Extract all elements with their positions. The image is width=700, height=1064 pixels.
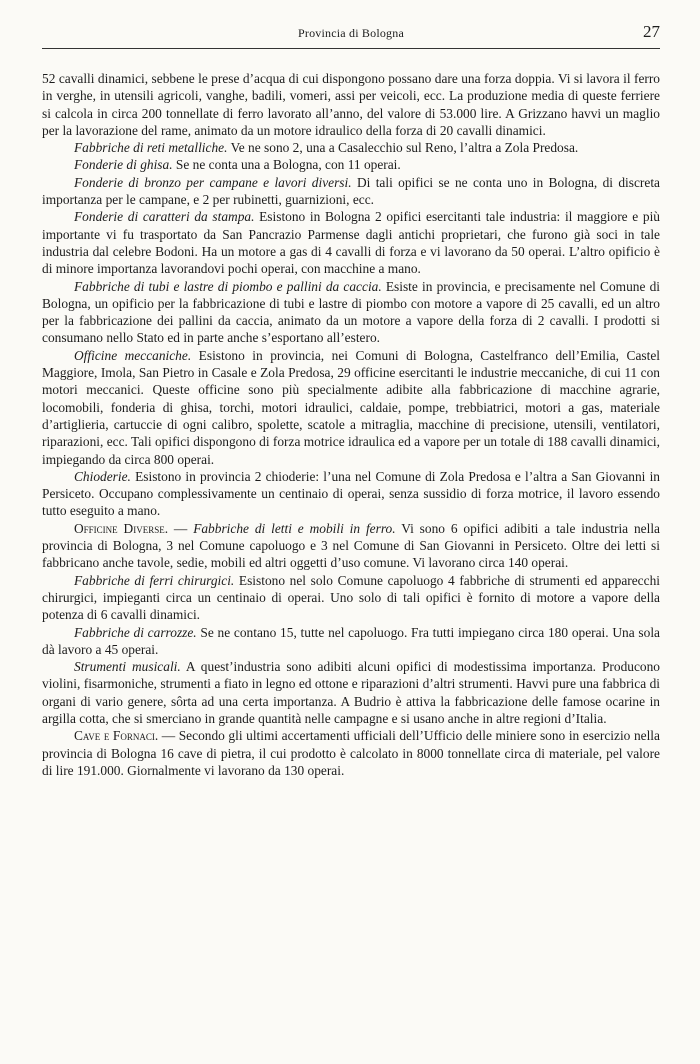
section-lead: Fabbriche di carrozze.	[74, 624, 197, 640]
heading-dash: —	[168, 520, 194, 536]
section-lead: Fonderie di bronzo per campane e lavori diversi.	[74, 174, 352, 190]
paragraph	[42, 727, 660, 779]
header-rule	[42, 48, 660, 49]
section-heading: Officine Diverse.	[74, 520, 169, 536]
paragraph	[42, 468, 660, 520]
paragraph	[42, 174, 660, 209]
paragraph-text: Di tali opifici se ne conta uno in Bologna, di discreta importanza per le campane, e 2 per rubinetti, guarnizioni, ecc.	[42, 174, 660, 208]
paragraph	[42, 572, 660, 624]
section-lead: Fabbriche di reti metalliche.	[74, 140, 228, 156]
paragraph-text: 52 cavalli dinamici, sebbene le prese d’acqua di cui dispongono possano dare una forza doppia. Vi si lavora il ferro in verghe, in utensili agricoli, vanghe, badili, vomeri, assi per veicoli, ecc. La produzione media di queste ferriere si calcola in circa 200 tonnellate di ferro lavorato all’anno, del valore di 53.000 lire. A Grizzano havvi un maglio per la lavorazione del rame, animato da un motore idraulico della forza di 20 cavalli dinamici.	[42, 71, 660, 138]
section-lead: Strumenti musicali.	[74, 659, 181, 675]
header-title: Provincia di Bologna	[298, 26, 404, 40]
paragraph	[42, 70, 660, 139]
paragraph	[42, 208, 660, 277]
running-header	[42, 20, 660, 44]
paragraph-text: Vi sono 6 opifici adibiti a tale industria nella provincia di Bologna, 3 nel Comune capoluogo e 3 nel Comune di San Giovanni in Persiceto. Oltre dei letti si fabbricano anche tavole, sedie, mobili ed altri oggetti d’uso comune. Vi lavorano circa 140 operai.	[42, 520, 661, 571]
page-number: 27	[643, 22, 660, 41]
paragraph-text: Esistono nel solo Comune capoluogo 4 fabbriche di strumenti ed apparecchi chirurgici, impieganti circa un centinaio di operai. Uno solo di tali opifici è fornito di motore a vapore della potenza di 6 cavalli dinamici.	[42, 572, 660, 623]
paragraph	[42, 278, 660, 347]
section-lead: Officine meccaniche.	[74, 347, 192, 363]
paragraph-text: Se ne contano 15, tutte nel capoluogo. Fra tutti impiegano circa 180 operai. Una sola dà lavoro a 45 operai.	[42, 624, 660, 657]
heading-dash: —	[158, 728, 179, 744]
paragraph-text: Esistono in provincia 2 chioderie: l’una nel Comune di Zola Predosa e l’altra a San Giovanni in Persiceto. Occupano complessivamente un centinaio di operai, senza sussidio di forza motrice, il lavoro essendo tutto eseguito a mano.	[42, 468, 660, 519]
paragraph-text: Esistono in Bologna 2 opifici esercitanti tale industria: il maggiore e più importante vi fu trasportato da San Pancrazio Parmense dagli antichi proprietari, che furono già soci in tale industria dal celebre Bodoni. Ha un motore a gas di 4 cavalli di forza e vi lavorano da 50 operai. L’altro opificio è di minore importanza lavorandovi pochi operai, con macchine a mano.	[42, 209, 660, 277]
paragraph-text: A quest’industria sono adibiti alcuni opifici di modestissima importanza. Producono violini, fisarmoniche, strumenti a fiato in legno ed ottone e riparazioni d’altri strumenti. Havvi pure una fabbrica di organi di vario genere, sôrta ad una certa importanza. A Budrio è attiva la fabbricazione delle famose ocarine in argilla cotta, che si smerciano in grande quantità nelle campagne e si usano anche in altre regioni d’Italia.	[42, 659, 660, 726]
paragraph	[42, 156, 660, 173]
section-lead: Fonderie di caratteri da stampa.	[74, 209, 255, 225]
section-lead: Chioderie.	[74, 468, 131, 484]
section-lead: Fabbriche di letti e mobili in ferro.	[193, 520, 396, 536]
paragraph	[42, 139, 660, 156]
paragraph	[42, 658, 660, 727]
paragraph-text: Esiste in provincia, e precisamente nel Comune di Bologna, un opificio per la fabbricazione di tubi e lastre di piombo con motore a vapore di 25 cavalli, ed un altro per la fabbricazione dei pallini da caccia, animato da un motore a vapore della forza di 2 cavalli. I prodotti si consumano nello Stato ed in parte anche s’esportano all’estero.	[42, 278, 660, 346]
section-lead: Fabbriche di tubi e lastre di piombo e pallini da caccia.	[74, 278, 382, 294]
paragraph-text: Esistono in provincia, nei Comuni di Bologna, Castelfranco dell’Emilia, Castel Maggiore, Imola, San Pietro in Casale e Zola Predosa, 29 officine esercitanti le industrie meccaniche, di cui 11 con motori meccanici. Queste officine sono più specialmente adibite alla fabbricazione di macchine agrarie, locomobili, fonderia di ghisa, torchi, motori idraulici, caldaie, pompe, trebbiatrici, motori a gas, materiale d’artiglieria, cartuccie di ogni calibro, spolette, scatole a mitraglia, macchine di precisione, utensili, ventilatori, riparazioni, ecc. Tali opifici dispongono di forza motrice idraulica ed a vapore per un totale di 188 cavalli dinamici, impiegando da circa 800 operai.	[42, 347, 661, 467]
paragraph	[42, 624, 660, 659]
section-lead: Fabbriche di ferri chirurgici.	[74, 572, 235, 588]
section-lead: Fonderie di ghisa.	[74, 157, 173, 173]
paragraph-text: Ve ne sono 2, una a Casalecchio sul Reno, l’altra a Zola Predosa.	[227, 140, 579, 156]
paragraph	[42, 520, 660, 572]
paragraph-text: Se ne conta una a Bologna, con 11 operai.	[172, 157, 401, 173]
body-text	[42, 70, 660, 779]
section-heading: Cave e Fornaci.	[74, 728, 159, 744]
paragraph	[42, 347, 660, 468]
paragraph-text: Secondo gli ultimi accertamenti ufficiali dell’Ufficio delle miniere sono in esercizio nella provincia di Bologna 16 cave di pietra, il cui prodotto è calcolato in 8000 tonnellate circa di materiale, pel valore di lire 191.000. Giornalmente vi lavorano da 130 operai.	[42, 728, 660, 778]
